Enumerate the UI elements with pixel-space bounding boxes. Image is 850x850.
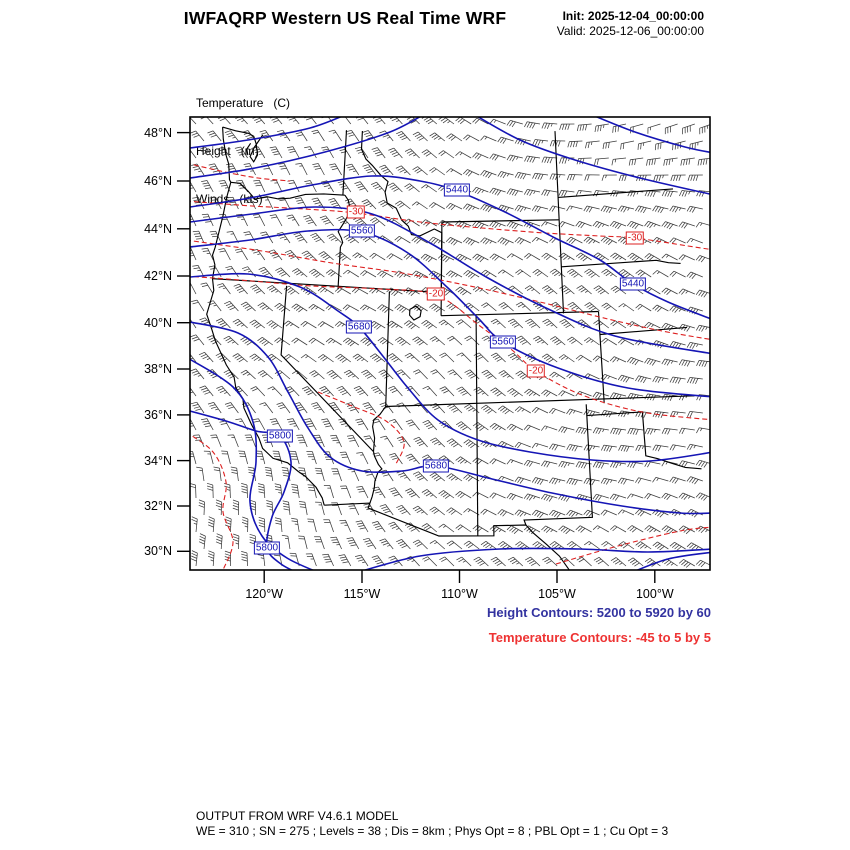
height-contour-label: 5560: [350, 225, 374, 237]
temperature-contours-note: Temperature Contours: -45 to 5 by 5: [488, 630, 711, 645]
legend-temperature: Temperature (C): [196, 96, 291, 110]
temperature-contour-label: -20: [428, 288, 444, 300]
page-title: IWFAQRP Western US Real Time WRF: [183, 8, 507, 28]
height-contour-label: 5680: [424, 460, 448, 472]
temperature-contour-label: -20: [528, 365, 544, 377]
height-contour-label: 5560: [491, 336, 515, 348]
lon-tick-label: 105°W: [538, 587, 576, 601]
init-time: Init: 2025-12-04_00:00:00: [562, 9, 704, 23]
height-contours-layer: [186, 112, 714, 574]
lat-tick-label: 48°N: [144, 125, 172, 140]
lat-tick-label: 34°N: [144, 453, 172, 468]
valid-time: Valid: 2025-12-06_00:00:00: [556, 24, 704, 38]
lat-tick-label: 44°N: [144, 221, 172, 236]
height-contour-label: 5800: [268, 430, 292, 442]
model-output-note: OUTPUT FROM WRF V4.6.1 MODEL: [196, 809, 399, 823]
lat-tick-label: 32°N: [144, 499, 172, 513]
height-contour-label: 5440: [621, 278, 645, 290]
temperature-contour-label: -30: [627, 232, 643, 244]
height-contour-label: 5680: [347, 321, 371, 333]
lat-tick-label: 46°N: [144, 174, 172, 189]
lat-tick-label: 40°N: [144, 315, 172, 330]
lat-tick-label: 38°N: [144, 362, 172, 376]
height-contour-label: 5800: [255, 542, 279, 554]
model-config-note: WE = 310 ; SN = 275 ; Levels = 38 ; Dis = 8km ; Phys Opt = 8 ; PBL Opt = 1 ; Cu Opt = 3: [196, 824, 669, 838]
lon-tick-label: 120°W: [245, 587, 284, 601]
legend-winds: Winds (kts): [196, 192, 263, 206]
height-contour-label: 5440: [445, 184, 469, 196]
legend-height: Height (m): [196, 144, 259, 158]
lon-tick-label: 115°W: [343, 587, 381, 601]
lat-tick-label: 42°N: [144, 269, 172, 284]
temperature-contour-label: -30: [348, 206, 364, 218]
lon-tick-label: 110°W: [441, 587, 478, 601]
height-contours-note: Height Contours: 5200 to 5920 by 60: [487, 605, 711, 620]
lat-tick-label: 36°N: [144, 407, 172, 422]
lat-tick-label: 30°N: [144, 544, 172, 559]
lon-tick-label: 100°W: [635, 587, 674, 601]
